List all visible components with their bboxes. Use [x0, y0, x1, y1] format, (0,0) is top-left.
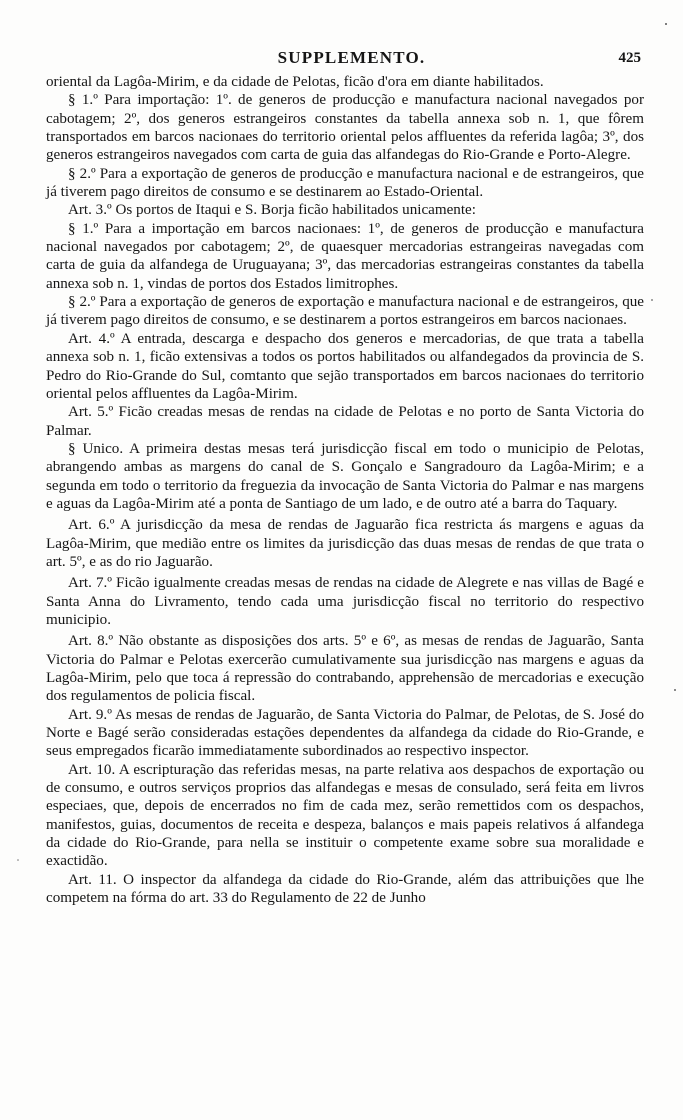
paragraph-art-3-section-1: § 1.º Para a importação em barcos nacionaes: 1º, de generos de producção e manufactura nacional navegados por cabotagem; 2º, de quaesquer mercadorias estrangeiras navegadas com carta de guia da alfandega de Uruguayana; 3º, das mercadorias estrangeiras constantes da tabella annexa sob n. 1, vindas de portos dos Estados limitrophes.: [46, 220, 644, 292]
paragraph-art-3-section-2: § 2.º Para a exportação de generos de exportação e manufactura nacional e de estrangeiros, que já tiverem pago direitos de consumo, e se destinarem a portos estrangeiros em barcos nacionaes.: [46, 294, 644, 329]
running-title: SUPPLEMENTO.: [277, 48, 426, 67]
scan-speck: [674, 689, 676, 691]
scan-speck: [651, 299, 653, 301]
paragraph-continuation: oriental da Lagôa-Mirim, e da cidade de Pelotas, ficão d'ora em diante habilitados.: [46, 74, 544, 90]
paragraph-art-8: Art. 8.º Não obstante as disposições dos arts. 5º e 6º, as mesas de rendas de Jaguarão, Santa Victoria do Palmar e Pelotas exercerão cumulativamente sua jurisdicção nas margens e aguas da Lagôa-Mirim, pelo que toca á repressão do contrabando, apprehensão de mercadorias e execução dos regulamentos de policia fiscal.: [46, 633, 644, 705]
paragraph-art-4: Art. 4.º A entrada, descarga e despacho dos generos e mercadorias, de que trata a tabella annexa sob n. 1, ficão extensivas a todos os portos habilitados ou alfandegados da provincia de S. Pedro do Rio-Grande do Sul, comtanto que sejão transportados em barcos nacionaes do territorio oriental pelos affluentes da Lagôa-Mirim.: [46, 330, 644, 402]
scan-speck: [17, 859, 19, 861]
paragraph-art-6: Art. 6.º A jurisdicção da mesa de rendas de Jaguarão fica restricta ás margens e aguas da Lagôa-Mirim, que medião entre os limites da jurisdicção das duas mesas de rendas de que trata o art. 5º, e as do rio Jaguarão.: [46, 517, 644, 570]
paragraph-art-3: Art. 3.º Os portos de Itaqui e S. Borja ficão habilitados unicamente:: [68, 202, 476, 219]
paragraph-art-9: Art. 9.º As mesas de rendas de Jaguarão, de Santa Victoria do Palmar, de Pelotas, de S. José do Norte e Bagé serão consideradas estações dependentes da alfandega da cidade do Rio-Grande, e seus empregados ficarão immediatamente subordinados ao respectivo inspector.: [46, 706, 644, 760]
body-text: [46, 73, 644, 907]
paragraph-art-11: Art. 11. O inspector da alfandega da cidade do Rio-Grande, além das attribuições que lhe competem na fórma do art. 33 do Regulamento de 22 de Junho: [46, 871, 644, 907]
paragraph-art-5: Art. 5.º Ficão creadas mesas de rendas na cidade de Pelotas e no porto de Santa Victoria do Palmar.: [46, 404, 644, 439]
scan-speck: [665, 23, 667, 25]
paragraph-art-5-unico: § Unico. A primeira destas mesas terá jurisdicção fiscal em todo o municipio de Pelotas, abrangendo ambas as margens do canal de S. Gonçalo e Sangradouro da Lagôa-Mirim; e a segunda em todo o territorio da freguezia da invocação de Santa Victoria do Palmar e nas margens e aguas da Lagôa-Mirim até a ponta de Santiago de um lado, e de outro até a barra do Taquary.: [46, 440, 644, 512]
paragraph-art-7: Art. 7.º Ficão igualmente creadas mesas de rendas na cidade de Alegrete e nas villas de Bagé e Santa Anna do Livramento, tendo cada uma jurisdicção fiscal no territorio do respectivo municipio.: [46, 575, 644, 628]
paragraph-section-1-importacao: § 1.º Para importação: 1º. de generos de producção e manufactura nacional navegados por cabotagem; 2º, dos generos estrangeiros constantes da tabella annexa sob n. 1, que fôrem transportados em barcos nacionaes do territorio oriental pelos affluentes da referida lagôa; 3º, dos generos estrangeiros navegados com carta de guia das alfandegas do Rio-Grande e Porto-Alegre.: [46, 92, 644, 164]
page-number: 425: [618, 50, 641, 66]
running-head: [0, 48, 683, 70]
paragraph-section-2-exportacao: § 2.º Para a exportação de generos de producção e manufactura nacional e de estrangeiros, que já tiverem pago direitos de consumo e se destinarem ao Estado-Oriental.: [46, 165, 644, 201]
paragraph-art-10: Art. 10. A escripturação das referidas mesas, na parte relativa aos despachos de exportação ou de consumo, e outros serviços proprios das alfandegas e mesas de consulado, será feita em livros especiaes, que, depois de encerrados no fim de cada mez, serão remettidos com os despachos, manifestos, guias, documentos de receita e despeza, balanços e mais papeis relativos á alfandega da cidade do Rio-Grande, para nella se instituir o competente exame sobre sua moralidade e exactidão.: [46, 761, 644, 870]
